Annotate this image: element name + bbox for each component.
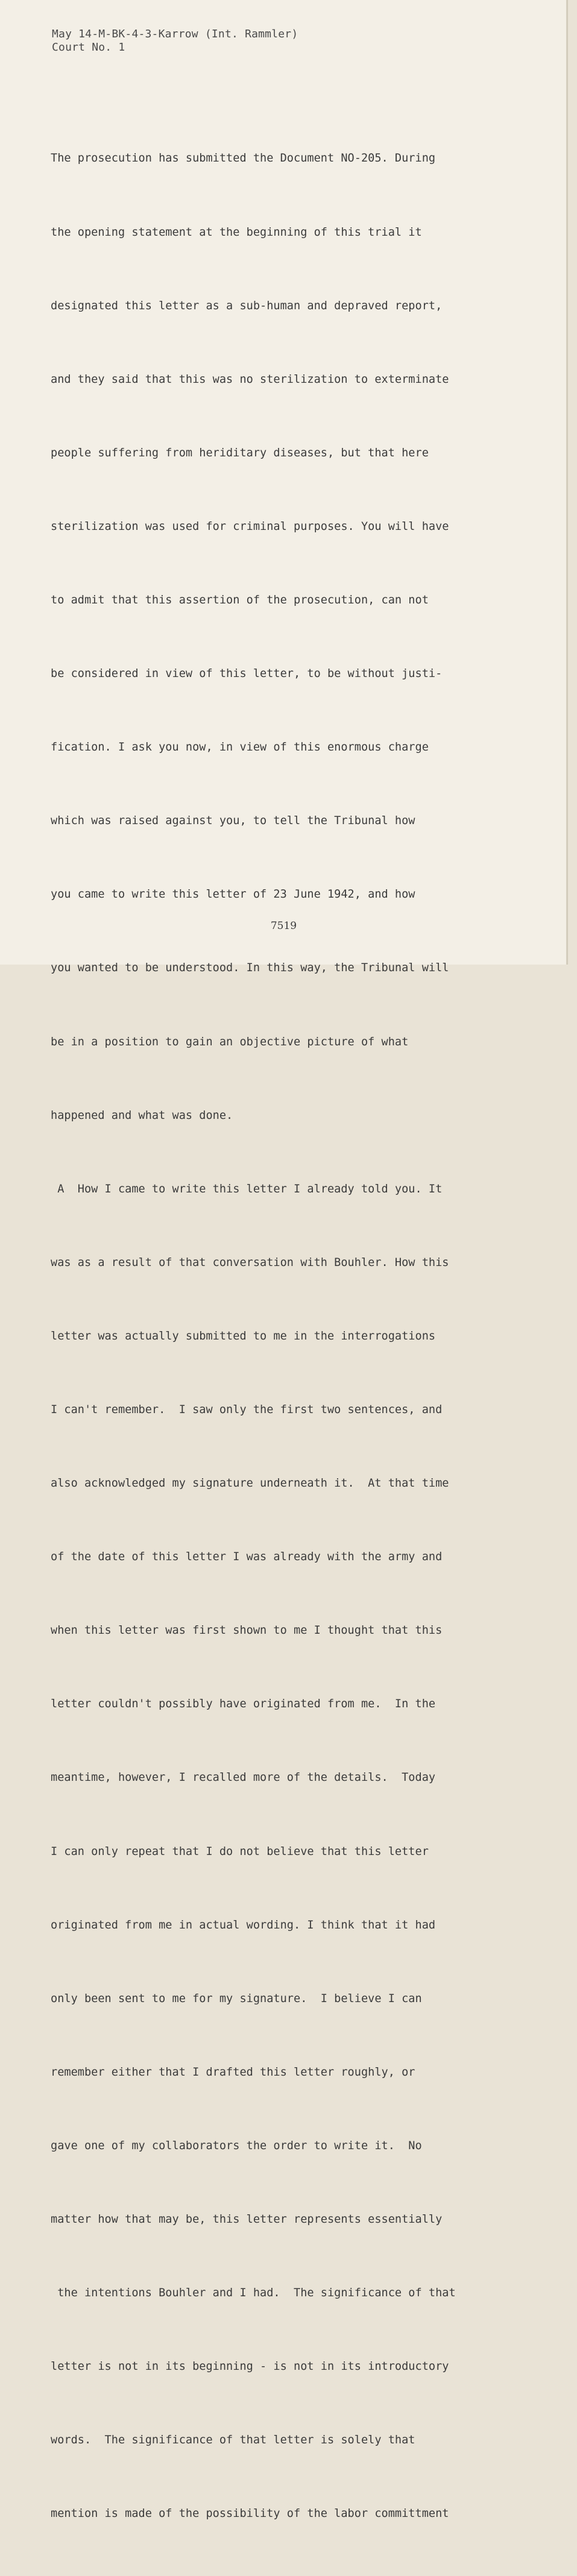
transcript-line: words. The significance of that letter is solely that: [51, 2434, 415, 2447]
transcript-line: when this letter was first shown to me I thought that this: [51, 1624, 443, 1637]
transcript-line: only been sent to me for my signature. I believe I can: [51, 1992, 422, 2005]
transcript-line: which was raised against you, to tell the Tribunal how: [51, 814, 415, 828]
transcript-line: you wanted to be understood. In this way, the Tribunal will: [51, 962, 449, 975]
transcript-line: fication. I ask you now, in view of this enormous charge: [51, 741, 429, 754]
transcript-line: the intentions Bouhler and I had. The significance of that: [51, 2287, 456, 2300]
transcript-line: of the date of this letter I was already with the army and: [51, 1551, 443, 1564]
transcript-line: The prosecution has submitted the Document NO-205. During: [51, 152, 436, 165]
transcript-line: letter was actually submitted to me in the interrogations: [51, 1329, 436, 1343]
transcript-line: A How I came to write this letter I already told you. It: [51, 1182, 443, 1195]
transcript-line: happened and what was done.: [51, 1109, 233, 1122]
transcript-line: designated this letter as a sub-human and depraved report,: [51, 299, 443, 312]
transcript-line: I can't remember. I saw only the first two sentences, and: [51, 1403, 443, 1416]
transcript-line: you came to write this letter of 23 June 1942, and how: [51, 888, 415, 901]
header-court-number: Court No. 1: [52, 41, 125, 54]
transcript-line: and they said that this was no sterilization to exterminate: [51, 373, 449, 386]
transcript-line: matter how that may be, this letter represents essentially: [51, 2213, 443, 2226]
transcript-line: letter is not in its beginning - is not in its introductory: [51, 2360, 449, 2373]
transcript-body: [51, 98, 456, 2576]
transcript-line: people suffering from heriditary diseases, but that here: [51, 446, 429, 459]
transcript-line: originated from me in actual wording. I think that it had: [51, 1918, 436, 1932]
transcript-line: mention is made of the possibility of the labor committment: [51, 2507, 449, 2521]
transcript-line: letter couldn't possibly have originated from me. In the: [51, 1698, 436, 1711]
header-case-reference: May 14-M-BK-4-3-Karrow (Int. Rammler): [52, 28, 298, 40]
document-header: [52, 28, 298, 54]
transcript-line: was as a result of that conversation with Bouhler. How this: [51, 1256, 449, 1269]
transcript-line: also acknowledged my signature underneath it. At that time: [51, 1477, 449, 1490]
transcript-line: the opening statement at the beginning of this trial it: [51, 225, 422, 239]
transcript-line: remember either that I drafted this letter roughly, or: [51, 2065, 415, 2079]
transcript-line: be considered in view of this letter, to be without justi-: [51, 667, 443, 681]
transcript-line: to admit that this assertion of the prosecution, can not: [51, 593, 429, 606]
transcript-line: gave one of my collaborators the order to write it. No: [51, 2139, 422, 2152]
transcript-line: sterilization was used for criminal purposes. You will have: [51, 520, 449, 533]
transcript-line: be in a position to gain an objective picture of what: [51, 1035, 409, 1048]
transcript-line: I can only repeat that I do not believe that this letter: [51, 1845, 429, 1858]
transcript-line: meantime, however, I recalled more of the details. Today: [51, 1771, 436, 1784]
page-number: 7519: [270, 920, 297, 932]
